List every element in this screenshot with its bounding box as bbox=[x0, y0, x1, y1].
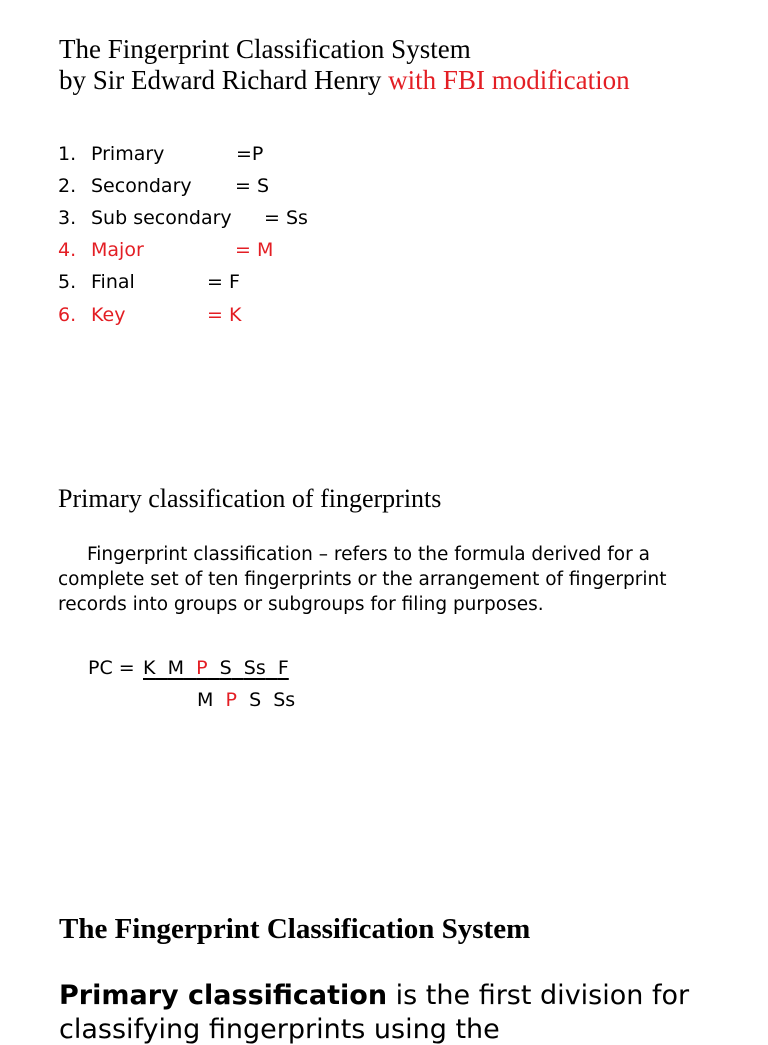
formula-term-secondary: S bbox=[249, 689, 262, 711]
list-label: Final bbox=[91, 271, 135, 293]
list-label: Major bbox=[91, 239, 144, 261]
formula-term-primary: P bbox=[196, 657, 208, 679]
list-label: Sub secondary bbox=[91, 207, 232, 229]
section-heading-classification-system: The Fingerprint Classification System bbox=[59, 913, 531, 945]
list-number: 6. bbox=[58, 304, 77, 326]
list-symbol: = M bbox=[235, 239, 274, 261]
list-item-sub-secondary bbox=[0, 206, 768, 230]
formula-term-major: M bbox=[197, 689, 214, 711]
formula-term-primary: P bbox=[225, 689, 237, 711]
definition-paragraph: Fingerprint classification – refers to the formula derived for a complete set of ten fingerprints or the arrangement of fingerprint records into groups or subgroups for filing purposes. bbox=[58, 544, 667, 615]
list-item-key bbox=[0, 303, 768, 327]
page-title-line-1: The Fingerprint Classification System bbox=[59, 34, 471, 64]
title-author: by Sir Edward Richard Henry bbox=[59, 65, 389, 95]
list-symbol: = F bbox=[207, 271, 240, 293]
list-symbol: = K bbox=[207, 304, 242, 326]
page-title-line-2 bbox=[59, 64, 630, 96]
formula-term-key: K bbox=[143, 657, 156, 679]
formula-denominator bbox=[197, 688, 295, 712]
list-number: 2. bbox=[58, 175, 77, 197]
primary-classification-desc: is the first division for bbox=[387, 980, 690, 1011]
list-label: Secondary bbox=[91, 175, 192, 197]
formula-term-secondary: S bbox=[219, 657, 232, 679]
list-label: Key bbox=[91, 304, 126, 326]
list-item-primary bbox=[0, 142, 768, 166]
list-number: 4. bbox=[58, 239, 77, 261]
primary-classification-term: Primary classification bbox=[59, 980, 388, 1011]
formula-term-sub-secondary: Ss bbox=[243, 657, 266, 679]
list-item-secondary bbox=[0, 174, 768, 198]
formula-term-major: M bbox=[167, 657, 184, 679]
formula-numerator bbox=[143, 656, 289, 680]
list-symbol: = S bbox=[235, 175, 270, 197]
list-symbol: = Ss bbox=[264, 207, 308, 229]
list-label: Primary bbox=[91, 143, 165, 165]
list-symbol: =P bbox=[236, 143, 264, 165]
title-fbi-modification: with FBI modification bbox=[388, 65, 630, 95]
section-heading-primary-classification: Primary classification of fingerprints bbox=[58, 484, 442, 513]
formula-prefix: PC = bbox=[88, 657, 135, 679]
list-item-major bbox=[0, 238, 768, 262]
formula-term-sub-secondary: Ss bbox=[273, 689, 296, 711]
list-number: 1. bbox=[58, 143, 77, 165]
list-number: 5. bbox=[58, 271, 77, 293]
primary-classification-text bbox=[59, 980, 689, 1011]
primary-classification-text-cut: classifying fingerprints using the bbox=[59, 1014, 500, 1045]
formula-term-final: F bbox=[277, 657, 289, 679]
list-item-final bbox=[0, 270, 768, 294]
list-number: 3. bbox=[58, 207, 77, 229]
